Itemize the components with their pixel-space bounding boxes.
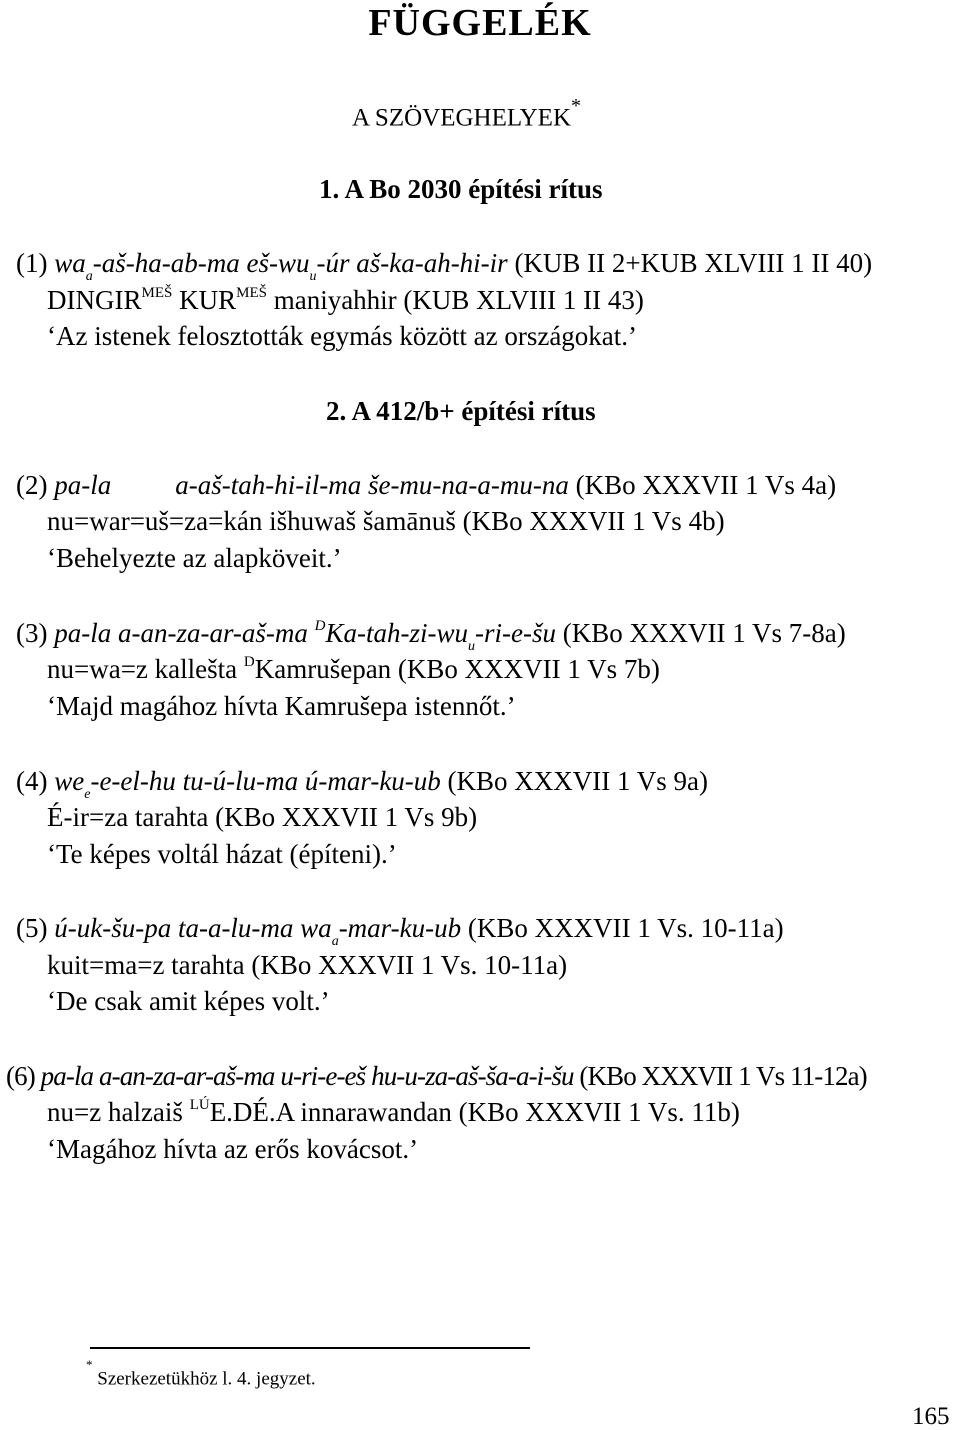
entry-3-hattic: (3) pa-la a-an-za-ar-aš-ma $^DKa-tah-zi-wu_u-ri-e-šu$ (KBo XXXVII 1 Vs 7-8a) — [16, 618, 846, 654]
entry-1-hattic: (1) $wa_a-aš-ha-ab-ma$ $eš-wu_u-úr$ aš-ka-ah-hi-ir (KUB II 2+KUB XLVIII 1 II 40) — [16, 248, 873, 284]
entry-6-hattic: (6) pa-la a-an-za-ar-aš-ma u-ri-e-eš hu-u-za-aš-ša-a-i-šu (KBo XXXVII 1 Vs 11-12a) — [6, 1061, 867, 1091]
entry-2-translation: ‘Behelyezte az alapköveit.’ — [47, 543, 342, 573]
footnote: * Szerkezetükhöz l. 4. jegyzet. — [86, 1357, 316, 1390]
footnote-marker: * — [571, 95, 582, 117]
entry-4-hittite: É-ir=za tarahta (KBo XXXVII 1 Vs 9b) — [47, 802, 478, 832]
footnote-rule — [90, 1347, 530, 1349]
entry-2-hittite: nu=war=uš=za=kán išhuwaš šamānuš (KBo XXXVII 1 Vs 4b) — [47, 506, 725, 536]
entry-3-hittite: nu=wa=z kallešta $^D$Kamrušepan (KBo XXXVII 1 Vs 7b) — [47, 654, 660, 684]
entry-5-translation: ‘De csak amit képes volt.’ — [47, 986, 330, 1016]
entry-6-hittite: nu=z halzaiš $^{LÚ}$E.DÉ.A innarawandan (KBo XXXVII 1 Vs. 11b) — [47, 1097, 740, 1127]
entry-1-translation: ‘Az istenek felosztották egymás között az országokat.’ — [47, 321, 638, 351]
page-number: 165 — [912, 1403, 950, 1430]
entry-6-translation: ‘Magához hívta az erős kovácsot.’ — [47, 1134, 419, 1164]
entry-1-hittite: $DINGIR^{MEŠ}$ $KUR^{MEŠ}$ maniyahhir (KUB XLVIII 1 II 43) — [47, 285, 644, 315]
entry-2-hattic: (2) pa-la a-aš-tah-hi-il-ma še-mu-na-a-mu-na (KBo XXXVII 1 Vs 4a) — [16, 470, 837, 500]
section-heading-2: 2. A 412/b+ építési rítus — [326, 396, 596, 426]
entry-3-translation: ‘Majd magához hívta Kamrušepa istennőt.’ — [47, 691, 516, 721]
entry-4-hattic: (4) $we_e-e-el-hu$ tu-ú-lu-ma ú-mar-ku-ub (KBo XXXVII 1 Vs 9a) — [16, 766, 709, 802]
entry-4-translation: ‘Te képes voltál házat (építeni).’ — [47, 839, 397, 869]
entry-5-hittite: kuit=ma=z tarahta (KBo XXXVII 1 Vs. 10-11a) — [47, 950, 568, 980]
section-heading-1: 1. A Bo 2030 építési rítus — [319, 174, 603, 204]
entry-5-hattic: (5) ú-uk-šu-pa ta-a-lu-ma $wa_a-mar-ku-ub$ (KBo XXXVII 1 Vs. 10-11a) — [16, 913, 784, 949]
page-title: FÜGGELÉK — [368, 2, 592, 44]
page-subtitle: A SZÖVEGHELYEK* — [352, 95, 582, 132]
